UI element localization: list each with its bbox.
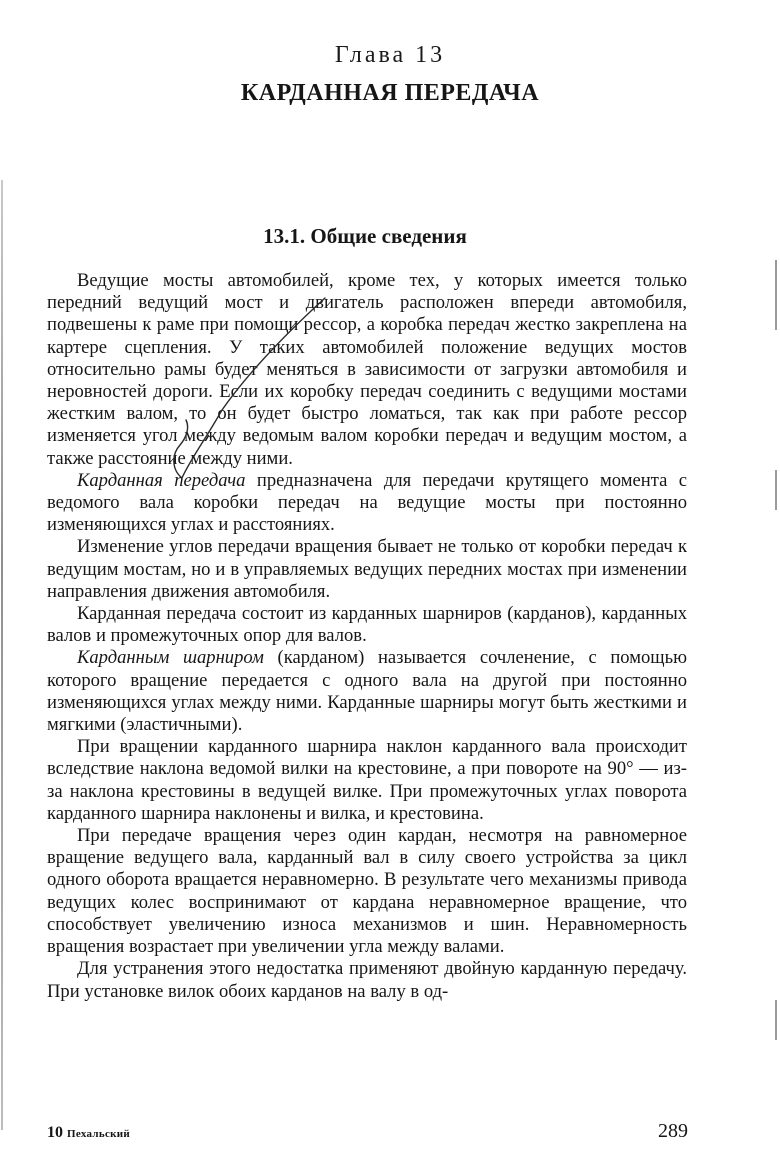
page-edge-shadow — [1, 180, 3, 1130]
page-number: 289 — [658, 1120, 688, 1142]
term-cardan-drive: Карданная передача — [77, 469, 246, 491]
paragraph-angle-change — [47, 536, 687, 603]
signature-name: Пехальский — [67, 1128, 131, 1140]
printer-signature — [47, 1124, 130, 1142]
paragraph-text: Карданная передача состоит из карданных шарниров (карданов), карданных валов и промежуточных опор для валов. — [47, 603, 687, 647]
paragraph-text: (карданом) называется сочленение, с помощью которого вращение передается с одного вала на другой при постоянно изменяющихся углах между ними. Карданные шарниры могут быть жесткими и мягкими (эластичными). — [47, 647, 687, 736]
paragraph-double-cardan — [47, 958, 687, 1002]
signature-number: 10 — [47, 1124, 63, 1141]
paragraph-text: Изменение углов передачи вращения бывает не только от коробки передач к ведущим мостам, но и в управляемых ведущих передних мостах при изменении направления движения автомобиля. — [47, 536, 687, 602]
term-cardan-joint: Карданным шарниром — [77, 647, 264, 669]
page-edge-shadow-right — [775, 470, 777, 510]
paragraph-rotation — [47, 736, 687, 825]
paragraph-text: Ведущие мосты автомобилей, кроме тех, у которых имеется только передний ведущий мост и двигатель расположен впереди автомобиля, подвешены к раме при помощи рессор, а коробка передач жестко закреплена на картере сцепления. У таких автомобилей положение ведущих мостов относительно рамы будет меняться в зависимости от загрузки автомобиля и неровностей дороги. Если их коробку передач соединить с ведущими мостами жестким валом, то он будет быстро ломаться, так как при работе рессор изменяется угол между ведомым валом коробки передач и ведущим мостом, а также расстояние между ними. — [47, 270, 687, 469]
paragraph-text: При передаче вращения через один кардан, несмотря на равномерное вращение ведущего вала, карданный вал в силу своего устройства за цикл одного оборота вращается неравномерно. В результате чего механизмы привода ведущих колес воспринимают от кардана неравномерное вращение, что способствует увеличению износа механизмов и шин. Неравномерность вращения возрастает при увеличении угла между валами. — [47, 825, 687, 958]
chapter-title: КАРДАННАЯ ПЕРЕДАЧА — [240, 80, 540, 106]
body-text — [47, 270, 687, 1003]
paragraph-intro — [47, 270, 687, 470]
paragraph-nonuniform — [47, 825, 687, 958]
section-title: 13.1. Общие сведения — [263, 224, 467, 248]
paragraph-composition — [47, 603, 687, 647]
chapter-label: Глава 13 — [334, 42, 446, 68]
paragraph-text: Для устранения этого недостатка применяют двойную карданную передачу. При установке вилок обоих карданов на валу в од- — [47, 958, 687, 1002]
page-edge-shadow-right — [775, 260, 777, 330]
paragraph-definition-cardan-drive — [47, 470, 687, 537]
paragraph-text: предназначена для передачи крутящего момента с ведомого вала коробки передач на ведущие мосты при постоянно изменяющихся углах и расстояниях. — [47, 469, 688, 536]
page-edge-shadow-right — [775, 1000, 777, 1040]
paragraph-definition-cardan-joint — [47, 647, 687, 736]
paragraph-text: При вращении карданного шарнира наклон карданного вала происходит вследствие наклона ведомой вилки на крестовине, а при повороте на 90° — из-за наклона крестовины в ведущей вилке. При промежуточных углах поворота карданного шарнира наклонены и вилка, и крестовина. — [47, 736, 687, 824]
